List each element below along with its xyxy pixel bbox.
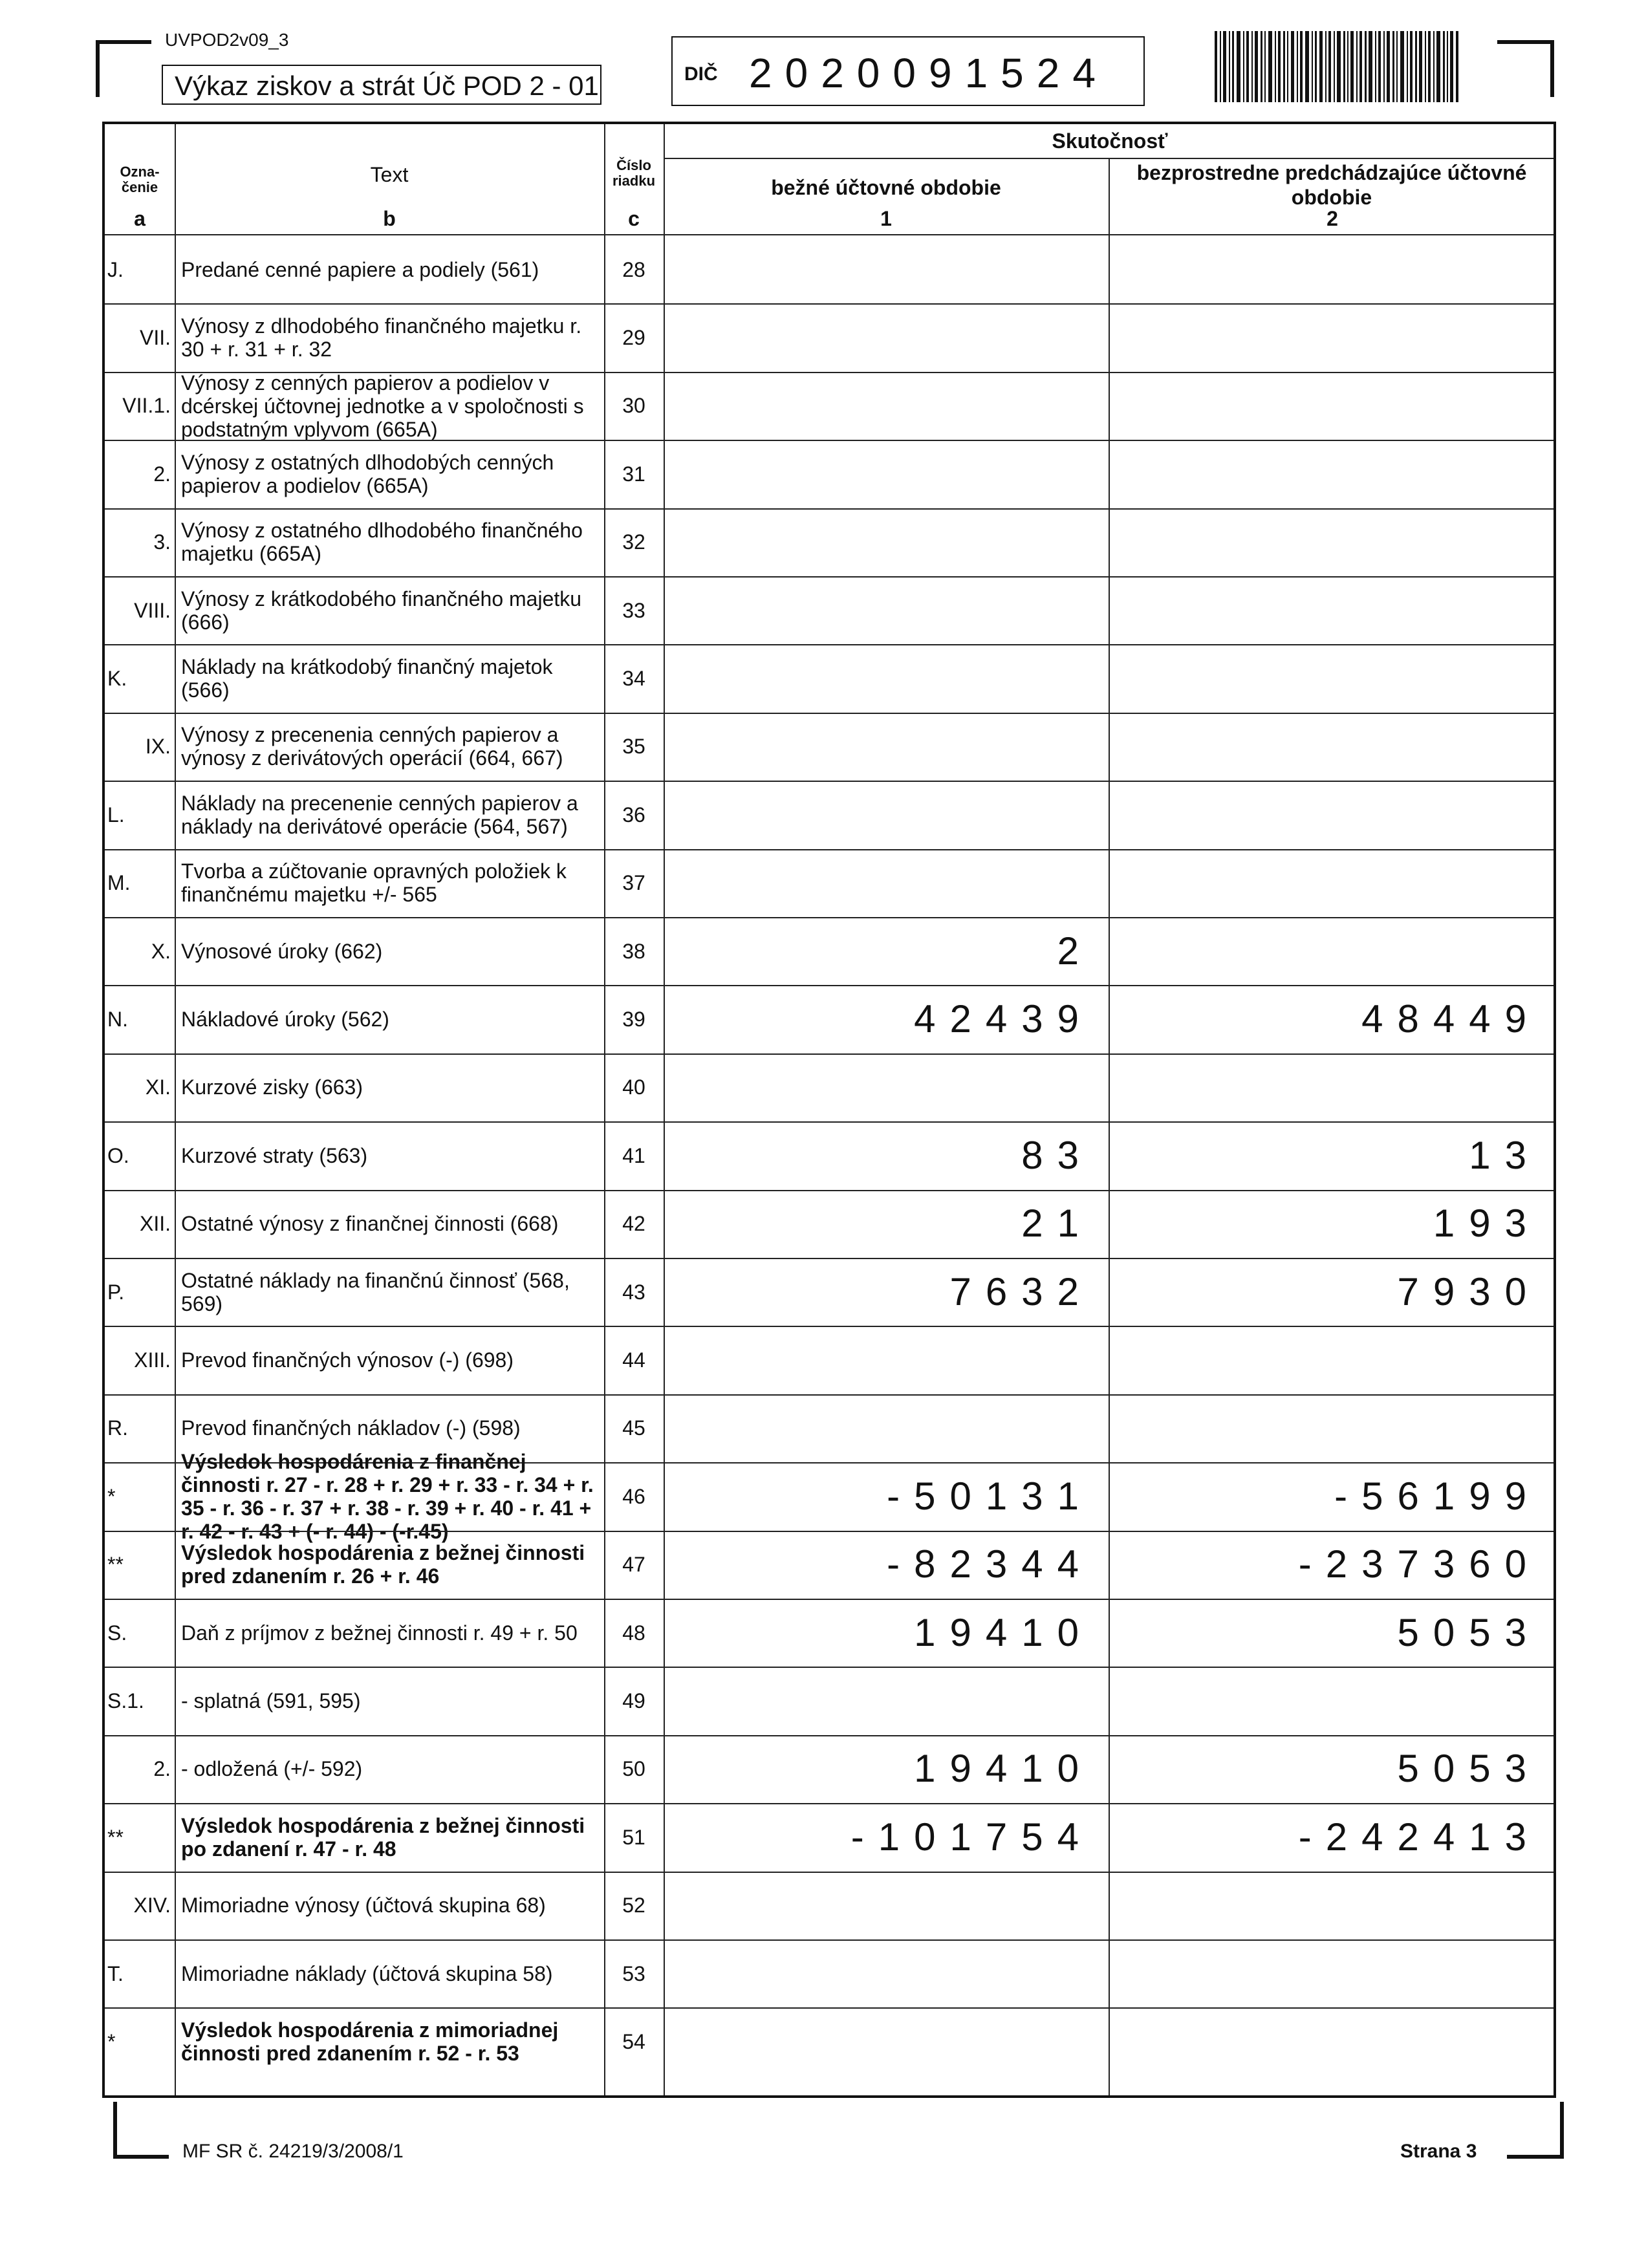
row-code: M. [107,871,131,895]
row-number: 52 [622,1894,645,1917]
value-previous-period [1109,713,1556,781]
value-current-period: 19410 [914,1747,1093,1791]
header-col-1-num: 1 [880,207,892,230]
row-code: VII.1. [122,394,171,418]
row-code: VIII. [134,598,171,622]
row-text: Výsledok hospodárenia z bežnej činnosti po zdanení r. 47 - r. 48 [181,1813,585,1861]
barcode-icon [1215,31,1460,102]
row-number: 35 [622,735,645,759]
row-text: - splatná (591, 595) [181,1689,361,1713]
value-previous-period [1109,1326,1556,1394]
value-current-period [664,1326,1109,1394]
footer-page: Strana 3 [1400,2141,1477,2162]
row-number: 45 [622,1416,645,1440]
row-text: Kurzové straty (563) [181,1143,368,1167]
value-current-period: 21 [1021,1202,1093,1246]
row-number: 28 [622,257,645,281]
row-text: Prevod finančných nákladov (-) (598) [181,1416,521,1440]
row-text: Výsledok hospodárenia z mimoriadnej činnosti pred zdanením r. 52 - r. 53 [181,2018,559,2066]
row-number: 29 [622,326,645,350]
row-code: 2. [153,1757,171,1781]
value-previous-period [1109,440,1556,508]
header-col-a-letter: a [134,207,146,230]
form-code: UVPOD2v09_3 [165,30,289,50]
row-code: S.1. [107,1689,144,1713]
value-previous-period [1109,917,1556,985]
row-text: Nákladové úroky (562) [181,1008,389,1031]
row-text: Daň z príjmov z bežnej činnosti r. 49 + r. 50 [181,1621,578,1645]
row-number: 30 [622,394,645,418]
value-current-period [664,235,1109,303]
row-number: 31 [622,462,645,486]
row-text: Výnosy z ostatných dlhodobých cenných papierov a podielov (665A) [181,450,554,497]
value-previous-period [1109,508,1556,576]
row-code: * [107,1484,116,1508]
row-number: 41 [622,1143,645,1167]
row-text: Tvorba a zúčtovanie opravných položiek k finančnému majetku +/- 565 [181,859,567,907]
corner-mark-bottom-left [113,2102,169,2159]
value-previous-period: 13 [1469,1133,1541,1177]
value-current-period: -101754 [850,1815,1093,1859]
header-col-b: Text [370,163,409,186]
row-text: Kurzové zisky (663) [181,1075,363,1099]
dic-box [671,36,1145,106]
value-previous-period: 5053 [1397,1610,1541,1654]
row-number: 46 [622,1484,645,1508]
row-text: Mimoriadne výnosy (účtová skupina 68) [181,1894,546,1917]
row-number: 48 [622,1621,645,1645]
value-previous-period [1109,2007,1556,2075]
value-current-period [664,1939,1109,2007]
row-code: P. [107,1280,125,1304]
row-code: N. [107,1008,128,1031]
row-number: 49 [622,1689,645,1713]
value-current-period: 7632 [949,1269,1093,1313]
row-text: Ostatné náklady na finančnú činnosť (568, 569) [181,1268,570,1315]
row-text: Výsledok hospodárenia z bežnej činnosti pred zdanením r. 26 + r. 46 [181,1541,585,1588]
header-col-c: Číslo riadku [612,157,656,189]
header-group: Skutočnosť [1052,129,1168,153]
value-previous-period [1109,1872,1556,1939]
header-col-2: bezprostredne predchádzajúce účtovné obdobie [1136,161,1527,209]
dic-label: DIČ [684,63,718,85]
row-code: * [107,2030,116,2054]
row-number: 39 [622,1008,645,1031]
row-number: 43 [622,1280,645,1304]
row-code: XI. [145,1075,171,1099]
value-current-period [664,713,1109,781]
value-current-period: 83 [1021,1133,1093,1177]
value-current-period [664,849,1109,917]
value-previous-period [1109,576,1556,644]
row-code: XIV. [133,1894,171,1917]
value-previous-period [1109,235,1556,303]
row-code: J. [107,257,124,281]
value-current-period [664,781,1109,848]
value-previous-period: 7930 [1397,1269,1541,1313]
row-code: O. [107,1143,129,1167]
row-text: Predané cenné papiere a podiely (561) [181,257,539,281]
row-text: Výsledok hospodárenia z finančnej činnosti r. 27 - r. 28 + r. 29 + r. 33 - r. 34 + r. 35 - r. 36 - r. 37 + r. 38 - r. 39 + r. 40 - r. 41 + r. 42 - r. 43 + (- r. 44) - (-r.45) [181,1449,594,1543]
row-code: 3. [153,530,171,554]
row-code: IX. [145,735,171,759]
dic-value: 2020091524 [749,50,1109,96]
row-text: Výnosy z precenenia cenných papierov a výnosy z derivátových operácií (664, 667) [181,723,563,770]
value-previous-period [1109,849,1556,917]
financial-table [102,122,1556,2098]
value-previous-period: -242413 [1298,1815,1541,1859]
row-code: XII. [139,1212,171,1236]
row-number: 54 [622,2030,645,2054]
value-previous-period: 48449 [1361,997,1541,1041]
value-current-period: -50131 [887,1474,1093,1518]
row-number: 51 [622,1825,645,1849]
corner-mark-top-left [96,40,151,97]
footer-reference: MF SR č. 24219/3/2008/1 [182,2141,404,2162]
row-text: Výnosové úroky (662) [181,939,383,963]
value-previous-period [1109,303,1556,371]
row-code: K. [107,667,127,691]
row-number: 53 [622,1961,645,1985]
value-previous-period [1109,372,1556,440]
value-previous-period: 193 [1433,1202,1541,1246]
value-previous-period: -56199 [1334,1474,1541,1518]
header-col-a: Ozna-čenie [120,164,160,195]
row-text: - odložená (+/- 592) [181,1757,363,1781]
row-code: ** [107,1825,124,1849]
value-current-period [664,303,1109,371]
row-number: 44 [622,1348,645,1372]
row-code: S. [107,1621,127,1645]
value-current-period [664,1053,1109,1121]
header-col-1: bežné účtovné obdobie [771,176,1001,199]
row-code: ** [107,1553,124,1577]
value-previous-period [1109,644,1556,712]
row-number: 42 [622,1212,645,1236]
row-text: Výnosy z ostatného dlhodobého finančného majetku (665A) [181,519,583,566]
value-current-period [664,1872,1109,1939]
row-code: X. [151,939,171,963]
header-col-b-letter: b [383,207,396,230]
row-code: 2. [153,462,171,486]
value-current-period [664,2007,1109,2075]
header-col-c-letter: c [628,207,640,230]
value-previous-period: 5053 [1397,1747,1541,1791]
value-previous-period [1109,781,1556,848]
value-current-period [664,1667,1109,1734]
value-current-period: -82344 [887,1542,1093,1586]
row-number: 32 [622,530,645,554]
corner-mark-top-right [1497,40,1554,97]
row-text: Náklady na krátkodobý finančný majetok (566) [181,655,553,702]
value-current-period: 19410 [914,1610,1093,1654]
value-current-period [664,440,1109,508]
row-code: R. [107,1416,128,1440]
value-current-period [664,372,1109,440]
row-number: 34 [622,667,645,691]
row-text: Ostatné výnosy z finančnej činnosti (668) [181,1212,559,1236]
row-number: 40 [622,1075,645,1099]
value-previous-period [1109,1394,1556,1462]
row-code: VII. [139,326,171,350]
value-current-period [664,1394,1109,1462]
row-code: XIII. [134,1348,171,1372]
row-text: Výnosy z krátkodobého finančného majetku (666) [181,587,582,634]
form-title: Výkaz ziskov a strát Úč POD 2 - 01 [162,65,601,105]
row-text: Výnosy z cenných papierov a podielov v dcérskej účtovnej jednotke a v spoločnosti s podstatným vplyvom (665A) [181,371,584,441]
row-text: Náklady na precenenie cenných papierov a náklady na derivátové operácie (564, 567) [181,791,578,838]
value-previous-period: -237360 [1298,1542,1541,1586]
row-number: 38 [622,939,645,963]
row-number: 36 [622,803,645,826]
header-col-2-num: 2 [1326,207,1338,230]
value-previous-period [1109,1939,1556,2007]
value-current-period [664,644,1109,712]
row-code: T. [107,1961,124,1985]
value-previous-period [1109,1053,1556,1121]
value-current-period: 42439 [914,997,1093,1041]
row-text: Prevod finančných výnosov (-) (698) [181,1348,514,1372]
corner-mark-bottom-right [1507,2102,1564,2159]
row-text: Mimoriadne náklady (účtová skupina 58) [181,1961,553,1985]
row-text: Výnosy z dlhodobého finančného majetku r. 30 + r. 31 + r. 32 [181,314,582,362]
row-number: 47 [622,1553,645,1577]
value-current-period: 2 [1057,929,1093,973]
row-code: L. [107,803,125,826]
value-current-period [664,576,1109,644]
value-previous-period [1109,1667,1556,1734]
row-number: 33 [622,598,645,622]
row-number: 37 [622,871,645,895]
value-current-period [664,508,1109,576]
row-number: 50 [622,1757,645,1781]
